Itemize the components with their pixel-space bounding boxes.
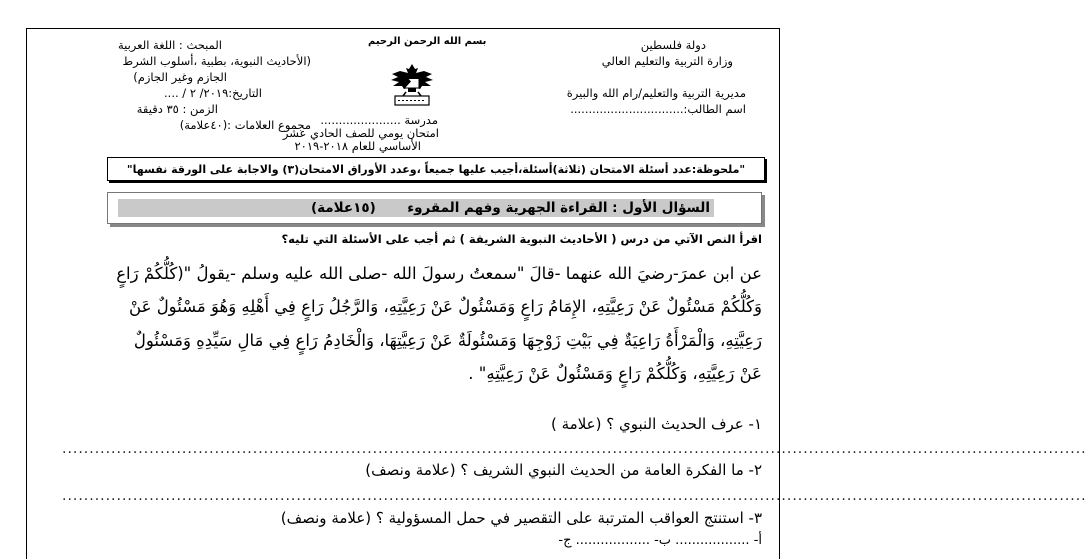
exam-topic-line1: (الأحاديث النبوية، بطبية ،أسلوب الشرط — [122, 54, 311, 68]
exam-date: التاريخ:٢٠١٩/ ٢ / .... — [164, 86, 262, 100]
school-name-field: مدرسة ...................... — [320, 113, 438, 127]
hadith-line: عَنْ رَعِيَّتِهِ، وَكُلُّكُمْ رَاعٍ وَمَسْئُولٌ عَنْ رَعِيَّتِهِ" . — [468, 364, 762, 383]
answer-line-2[interactable]: ............................................................................................................................................................................................ — [62, 488, 1087, 504]
reading-instruction: اقرأ النص الآتي من درس ( الأحاديث النبوية الشريفة ) ثم أجب على الأسئلة التي تليه؟ — [281, 232, 762, 246]
basmala: بسم الله الرحمن الرحيم — [368, 36, 487, 47]
section-header-bar — [107, 192, 762, 224]
total-marks: مجموع العلامات :(٤٠علامة) — [179, 118, 311, 132]
question-1: ١- عرف الحديث النبوي ؟ (علامة ) — [551, 415, 762, 433]
exam-year: الأساسي للعام ٢٠١٨-٢٠١٩ — [294, 139, 421, 153]
ministry-name: وزارة التربية والتعليم العالي — [601, 54, 733, 68]
palestine-eagle-emblem-icon — [386, 58, 438, 110]
state-name: دولة فلسطين — [640, 38, 706, 52]
subject: المبحث : اللغة العربية — [117, 38, 222, 52]
directorate-name: مديرية التربية والتعليم/رام الله والبيرة — [566, 86, 746, 100]
hadith-line: عن ابن عمرَ-رضيَ الله عنهما -قالَ "سمعتُ رسولَ الله -صلى الله عليه وسلم -يقولُ "(كُلُّكُمْ رَاعٍ — [116, 264, 762, 283]
exam-note-text: "ملحوظة:عدد أسئلة الامتحان (ثلاثة)أسئلة،أجيب عليها جميعاً ،وعدد الأوراق الامتحان(٣) والاجابة على الورقة نفسها" — [126, 162, 746, 176]
section-title: السؤال الأول : القراءة الجهرية وفهم المقروء — [407, 200, 710, 216]
answer-line-1[interactable]: ............................................................................................................................................................................................ — [62, 441, 1087, 457]
exam-topic-line2: الجازم وغير الجازم) — [133, 70, 227, 84]
section-header-label — [311, 200, 710, 216]
exam-duration: الزمن : ٣٥ دقيقة — [136, 102, 218, 116]
hadith-line: وَكُلُّكُمْ مَسْئُولٌ عَنْ رَعِيَّتِهِ، الإِمَامُ رَاعٍ وَمَسْئُولٌ عَنْ رَعِيَّتِهِ، وَالرَّجُلُ رَاعٍ فِي أَهْلِهِ وَهُوَ مَسْئُولٌ عَنْ — [129, 297, 762, 316]
hadith-line: رَعِيَّتِهِ، وَالْمَرْأَةُ رَاعِيَةٌ فِي بَيْتِ زَوْجِهَا وَمَسْئُولَةٌ عَنْ رَعِيَّتِهَا، وَالْخَادِمُ رَاعٍ فِي مَالِ سَيِّدِهِ وَمَسْئُولٌ — [133, 331, 762, 350]
question-2: ٢- ما الفكرة العامة من الحديث النبوي الشريف ؟ (علامة ونصف) — [365, 461, 762, 479]
answer-options-3[interactable]: أ- .................. ب- .................. ج- — [558, 533, 762, 548]
question-3: ٣- استنتج العواقب المترتبة على التقصير في حمل المسؤولية ؟ (علامة ونصف) — [280, 509, 762, 527]
student-name-field: اسم الطالب:............................... — [570, 102, 746, 116]
exam-title: امتحان يومي للصف الحادي عشر — [282, 126, 439, 140]
section-marks: (١٥علامة) — [310, 200, 376, 216]
exam-note-box — [107, 157, 765, 181]
